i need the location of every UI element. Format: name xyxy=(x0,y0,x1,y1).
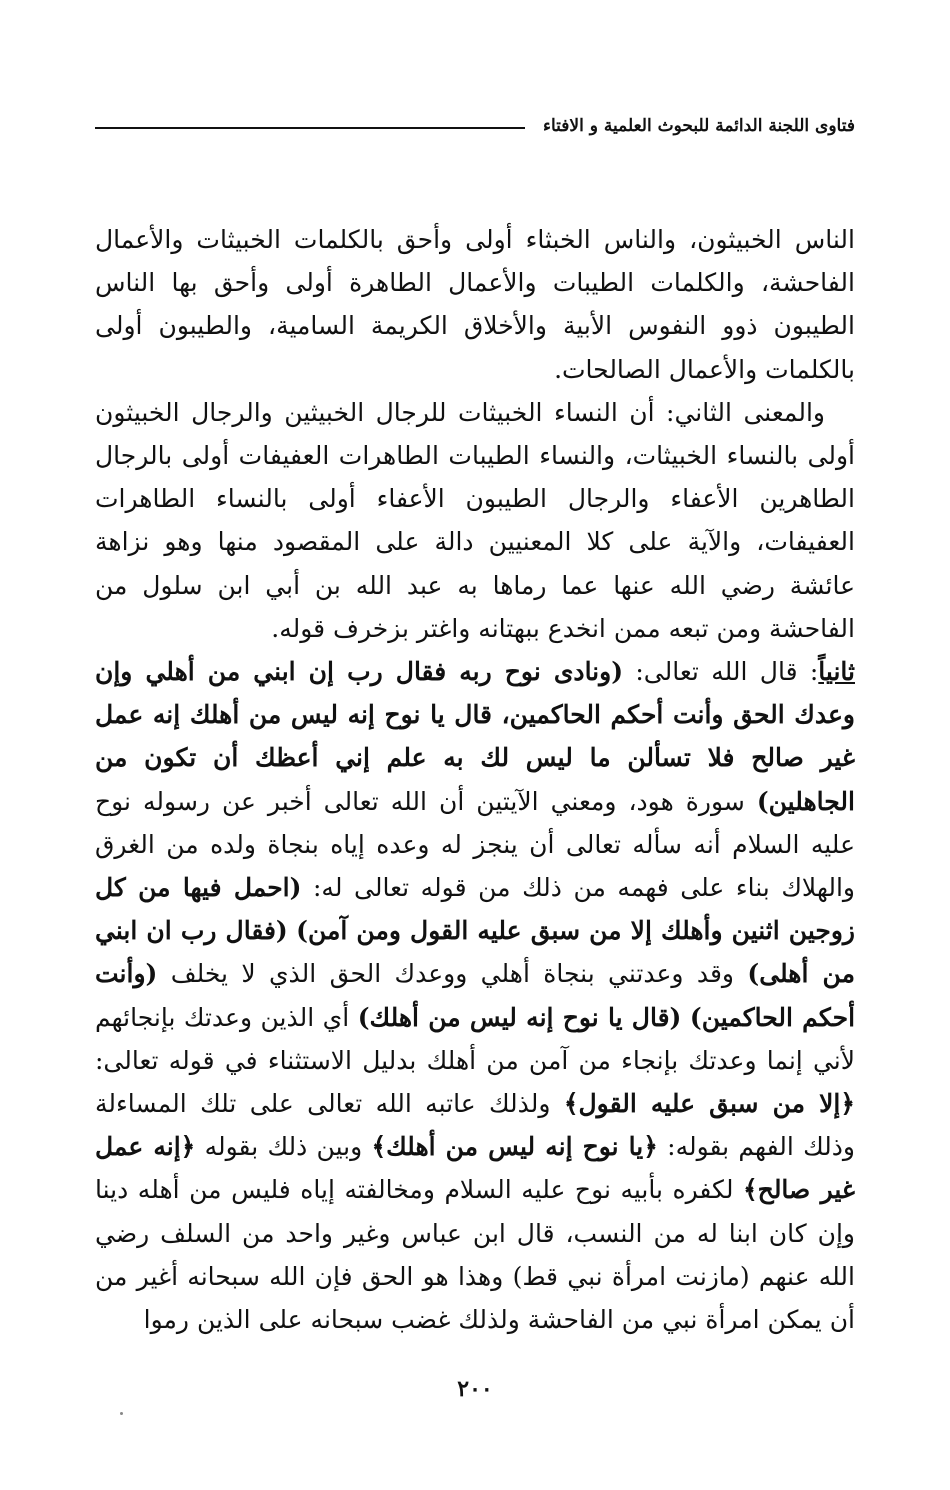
paragraph-1: الناس الخبيثون، والناس الخبثاء أولى وأحق بالكلمات الخبيثات والأعمال الفاحشة، والكلمات الطيبات والأعمال الطاهرة أولى وأحق بها الناس الطيبون ذوو النفوس الأبية والأخلاق الكريمة السامية، والطيبون أولى بالكلمات والأعمال الصالحات. xyxy=(95,225,855,384)
scan-speck xyxy=(120,1412,123,1415)
quran-quote: ﴿يا نوح إنه ليس من أهلك﴾ xyxy=(371,1132,658,1162)
quran-quote: ﴿إلا من سبق عليه القول﴾ xyxy=(563,1089,855,1119)
text-span: أي الذين وعدتك بإنجائهم لأني إنما وعدتك بإنجاء من آمن من أهلك بدليل الاستثناء في قوله تعالى: xyxy=(95,1002,855,1075)
text-span: : قال الله تعالى: xyxy=(623,657,819,687)
quran-quote: (احمل فيها من كل زوجين اثنين وأهلك إلا من سبق عليه القول ومن آمن) xyxy=(95,873,855,946)
body-text xyxy=(95,218,855,1341)
page-number: ٢٠٠ xyxy=(457,1376,493,1402)
section-label: ثانياً xyxy=(818,657,855,687)
text-span: سورة هود، ومعني الآيتين أن الله تعالى أخبر عن رسوله نوح عليه السلام أنه سأله تعالى أن ينجز له وعده إياه بنجاة ولده من الغرق والهلاك بناء على فهمه من ذلك من قوله تعالى له: xyxy=(95,786,856,903)
running-header xyxy=(95,112,855,148)
quran-quote: (فقال رب ان ابني من أهلى) xyxy=(95,916,855,989)
quran-quote: (وأنت أحكم الحاكمين) xyxy=(95,959,856,1032)
text-span xyxy=(681,1003,690,1032)
quran-quote: (قال يا نوح إنه ليس من أهلك) xyxy=(357,1002,682,1032)
text-span: ولذلك عاتبه الله تعالى على تلك المساءلة وذلك الفهم بقوله: xyxy=(95,1089,855,1162)
quran-quote: (ونادى نوح ربه فقال رب إن ابني من أهلي وإن وعدك الحق وأنت أحكم الحاكمين، قال يا نوح إنه ليس من أهلك إنه عمل غير صالح فلا تسألن ما ليس لك به علم إني أعظك أن تكون من الجاهلين) xyxy=(95,657,855,816)
text-span: لكفره بأبيه نوح عليه السلام ومخالفته إياه فليس من أهله دينا وإن كان ابنا له من النسب، قال ابن عباس وغير واحد من السلف رضي الله عنهم (مازنت امرأة نبي قط) وهذا هو الحق فإن الله سبحانه أغير من أن يمكن امرأة نبي من الفاحشة ولذلك غضب سبحانه على الذين رموا xyxy=(95,1175,855,1335)
header-rule xyxy=(95,127,525,129)
paragraph-3 xyxy=(95,650,855,1341)
paragraph-2: والمعنى الثاني: أن النساء الخبيثات للرجال الخبيثين والرجال الخبيثون أولى بالنساء الخبيثات، والنساء الطيبات الطاهرات العفيفات أولى بالرجال الطاهرين الأعفاء والرجال الطيبون الأعفاء أولى بالنساء الطاهرات العفيفات، والآية على كلا المعنيين دالة على المقصود منها وهو نزاهة عائشة رضي الله عنها عما رماها به عبد الله بن أبي ابن سلول من الفاحشة ومن تبعه ممن انخدع ببهتانه واغتر بزخرف قوله. xyxy=(95,397,855,643)
text-span xyxy=(288,916,296,945)
text-span: وبين ذلك بقوله xyxy=(195,1132,372,1162)
quran-quote: ﴿إنه عمل غير صالح﴾ xyxy=(95,1132,855,1205)
text-span: وقد وعدتني بنجاة أهلي ووعدك الحق الذي لا يخلف xyxy=(157,959,748,989)
header-title: فتاوى اللجنة الدائمة للبحوث العلمية و الافتاء xyxy=(537,112,855,140)
